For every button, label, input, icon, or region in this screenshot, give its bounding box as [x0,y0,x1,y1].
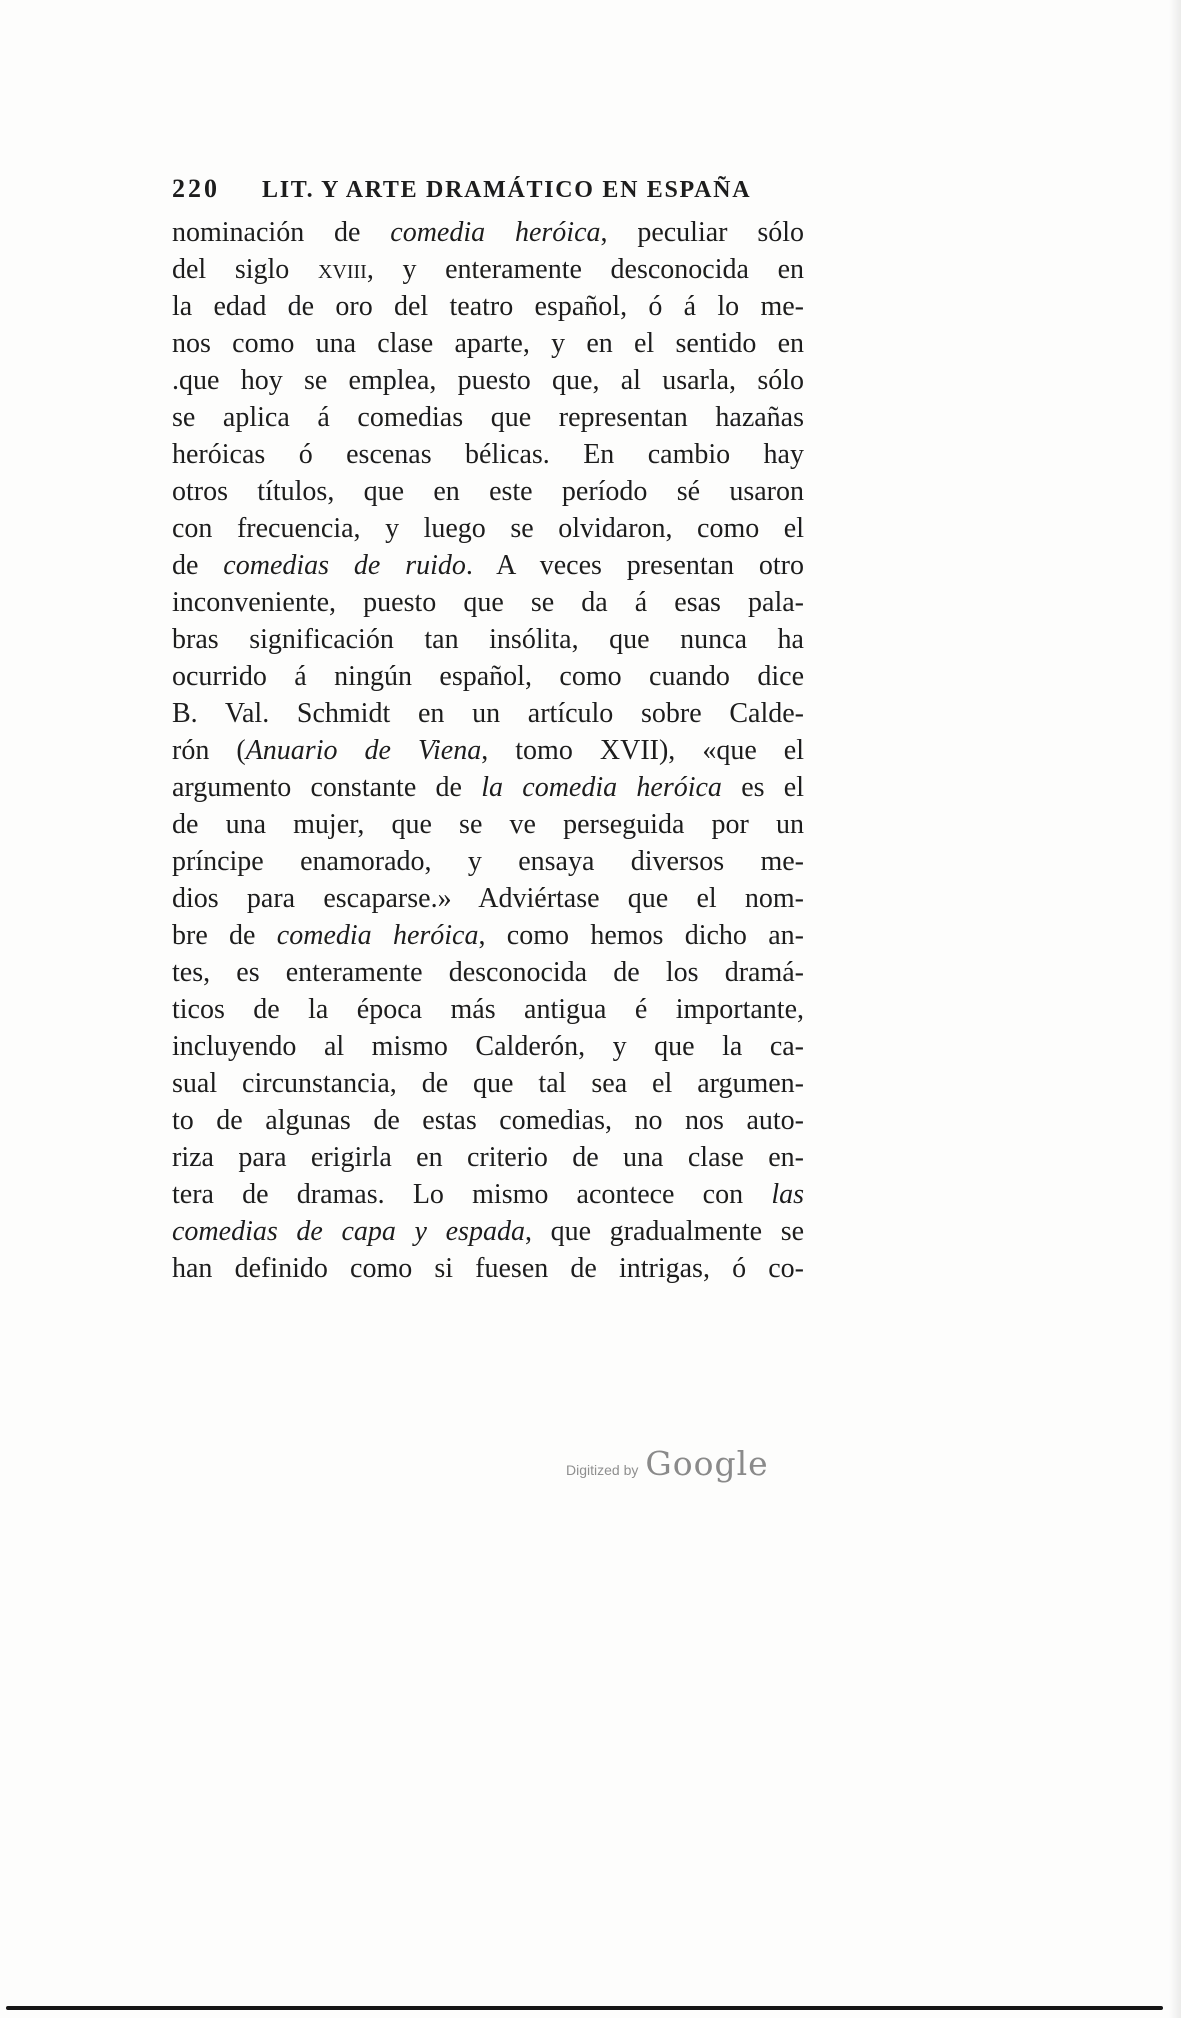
text-line: han definido como si fuesen de intrigas, ó co- [172,1253,804,1284]
text-line: B. Val. Schmidt en un artículo sobre Calde- [172,698,804,729]
text-line: nos como una clase aparte, y en el sentido en [172,328,804,359]
text-line: argumento constante de la comedia heróica es el [172,772,805,803]
text-line: .que hoy se emplea, puesto que, al usarla, sólo [172,365,804,396]
text-line: del siglo xviii, y enteramente desconocida en [172,254,804,285]
google-wordmark: Google [645,1444,769,1483]
text-line: tera de dramas. Lo mismo acontece con las [172,1179,804,1210]
text-line: sual circunstancia, de que tal sea el argumen- [172,1068,804,1099]
text-line: rón (Anuario de Viena, tomo XVII), «que el [172,735,805,766]
text-line: bre de comedia heróica, como hemos dicho an- [172,920,804,951]
text-line: comedias de capa y espada, que gradualmente se [172,1216,805,1247]
text-line: de comedias de ruido. A veces presentan otro [172,550,805,581]
text-line: con frecuencia, y luego se olvidaron, como el [172,513,804,544]
text-line: dios para escaparse.» Adviértase que el nom- [172,883,804,914]
running-header [172,174,812,204]
text-line: riza para erigirla en criterio de una clase en- [172,1142,804,1173]
digitized-by-label: Digitized by [566,1462,639,1478]
text-line: la edad de oro del teatro español, ó á lo me- [172,291,804,322]
text-line: to de algunas de estas comedias, no nos auto- [172,1105,804,1136]
text-line: nominación de comedia heróica, peculiar sólo [172,217,804,248]
text-line: de una mujer, que se ve perseguida por un [172,809,804,840]
text-line: otros títulos, que en este período sé usaron [172,476,804,507]
digitization-watermark [566,1444,769,1483]
scan-edge-line [6,2006,1163,2010]
text-line: se aplica á comedias que representan hazañas [172,402,804,433]
body-text [172,214,804,1287]
page-title: LIT. Y ARTE DRAMÁTICO EN ESPAÑA [262,177,752,203]
text-line: incluyendo al mismo Calderón, y que la ca- [172,1031,804,1062]
text-line: inconveniente, puesto que se da á esas pala- [172,587,804,618]
scan-edge-shade [1169,0,1181,2018]
text-line: príncipe enamorado, y ensaya diversos me- [172,846,804,877]
text-line: bras significación tan insólita, que nunca ha [172,624,804,655]
text-line: tes, es enteramente desconocida de los dramá- [172,957,804,988]
text-line: ocurrido á ningún español, como cuando dice [172,661,804,692]
text-line: ticos de la época más antigua é importante, [172,994,804,1025]
page-number: 220 [172,174,220,203]
text-line: heróicas ó escenas bélicas. En cambio hay [172,439,804,470]
